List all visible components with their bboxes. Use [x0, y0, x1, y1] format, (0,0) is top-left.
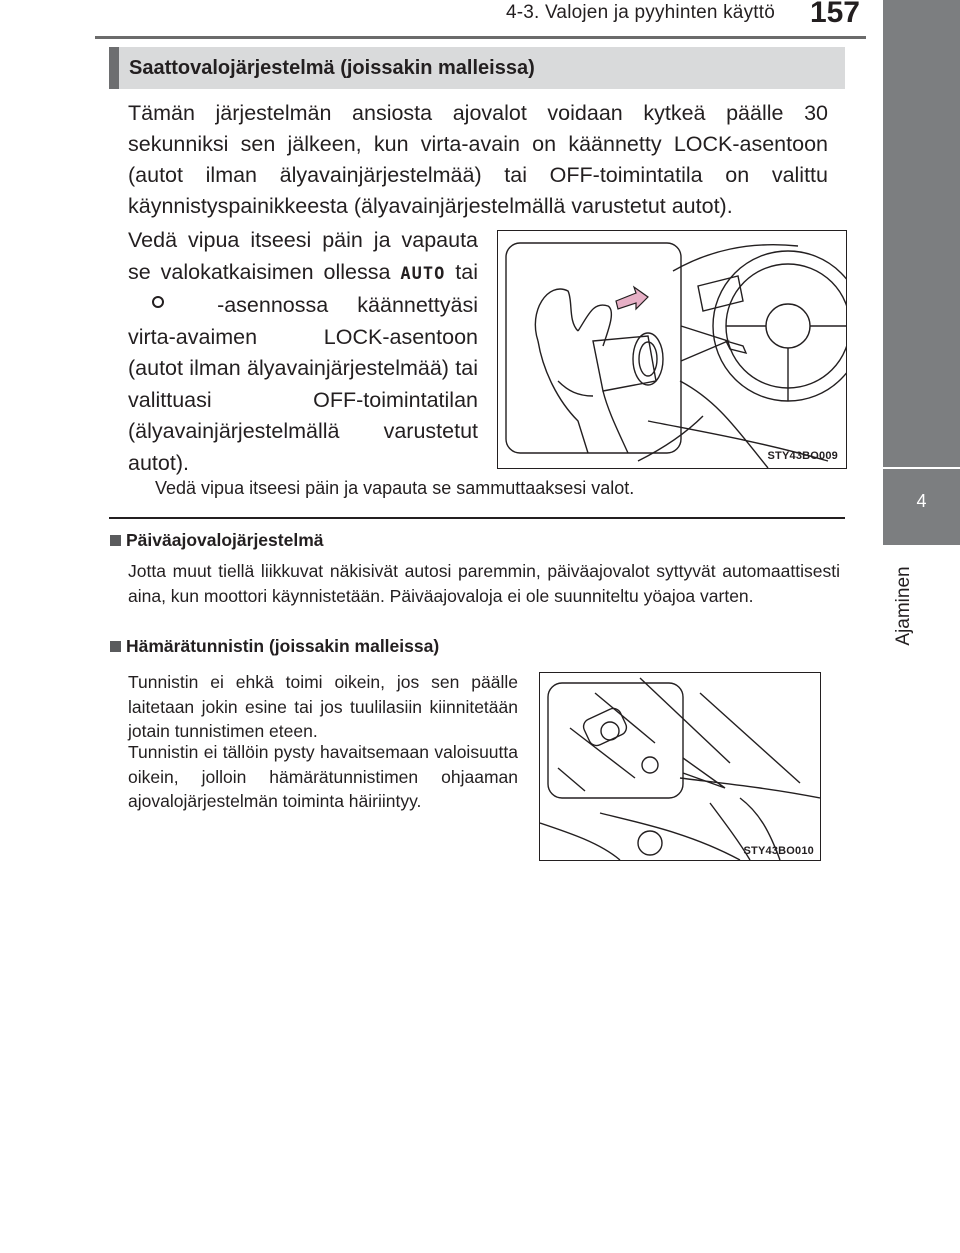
- chapter-tab: [883, 469, 960, 545]
- instruction-part3: -asennossa käännettyäsi virta-avaimen LOCK-asentoon (autot ilman älyavainjärjestelmää) tai valittuasi OFF-toimintatilan (älyavainjärjestelmällä varustetut autot).: [128, 293, 478, 475]
- sensor-heading-text: Hämärätunnistin (joissakin malleissa): [126, 636, 440, 656]
- intro-paragraph: Tämän järjestelmän ansiosta ajovalot voidaan kytkeä päälle 30 sekunniksi sen jälkeen, kun virta-avain on käännetty LOCK-asentoon (autot ilman älyavainjärjestelmää) tai OFF-toimintatila on valittu käynnistyspainikkeesta (älyavainjärjestelmällä varustetut autot).: [128, 101, 828, 218]
- header-rule: [95, 36, 866, 39]
- daytime-paragraph: Jotta muut tiellä liikkuvat näkisivät autosi paremmin, päiväajovalot syttyvät automaattisesti aina, kun moottori käynnistetään. Päiväajovaloja ei ole suunniteltu yöajoa varten.: [128, 561, 840, 606]
- section-divider: [109, 517, 845, 519]
- section-title-bar: [109, 47, 119, 89]
- figure2-code: STY43BO010: [743, 845, 814, 857]
- daytime-heading-text: Päiväajovalojärjestelmä: [126, 530, 324, 550]
- headlight-position-icon: [128, 293, 188, 317]
- page-number: 157: [809, 0, 860, 29]
- instruction-part1: Vedä vipua itseesi päin ja vapauta se valokatkaisimen ollessa: [128, 228, 478, 284]
- chapter-label-wrap: [880, 555, 928, 675]
- square-bullet-icon: [110, 641, 121, 652]
- figure1-caption: Vedä vipua itseesi päin ja vapauta se sammuttaaksesi valot.: [155, 478, 635, 498]
- sensor-paragraph-1: Tunnistin ei ehkä toimi oikein, jos sen päälle laitetaan jokin esine tai jos tuulilasiin kiinnitetään jotain tunnistimen eteen.: [128, 672, 518, 741]
- sensor-heading: [110, 636, 439, 657]
- sensor-illustration-icon: [540, 673, 820, 860]
- instruction-part2: tai: [455, 259, 478, 284]
- side-tab-bar: [883, 0, 960, 467]
- auto-position-symbol: AUTO: [400, 263, 446, 284]
- figure-lever-illustration: [497, 230, 847, 469]
- chapter-label: Ajaminen: [893, 566, 914, 646]
- sensor-paragraph-2: Tunnistin ei tällöin pysty havaitsemaan valoisuutta oikein, jolloin hämärätunnistimen ohjaaman ajovalojärjestelmän toiminta häiriintyy.: [128, 742, 518, 811]
- figure-sensor-illustration: [539, 672, 821, 861]
- figure1-code: STY43BO009: [767, 450, 838, 462]
- section-title-box: [109, 47, 845, 89]
- section-title: Saattovalojärjestelmä (joissakin malleissa): [129, 57, 535, 79]
- header-section-title: 4-3. Valojen ja pyyhinten käyttö: [505, 2, 775, 23]
- instruction-paragraph: [128, 225, 478, 479]
- lever-illustration-icon: [498, 231, 846, 468]
- daytime-heading: [110, 530, 323, 551]
- chapter-number: 4: [916, 491, 927, 511]
- square-bullet-icon: [110, 535, 121, 546]
